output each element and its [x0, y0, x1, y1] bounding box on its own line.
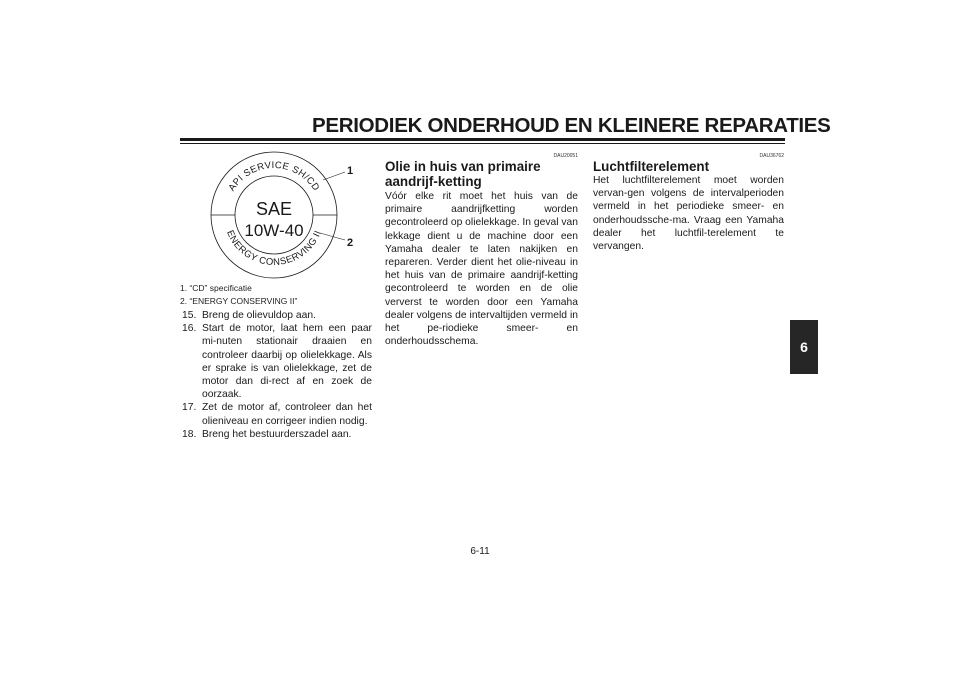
procedure-step	[182, 401, 372, 427]
callout-leader-1	[323, 172, 345, 180]
symbol-center-viscosity: 10W-40	[244, 221, 304, 240]
step-text: Breng de olievuldop aan.	[202, 310, 316, 321]
callout-number-2: 2	[347, 237, 354, 249]
figure-caption-1: 1. “CD” specificatie	[180, 283, 252, 293]
step-number: 15.	[182, 310, 197, 321]
step-number: 17.	[182, 402, 197, 414]
procedure-step	[182, 309, 372, 322]
figure-caption-2: 2. “ENERGY CONSERVING II”	[180, 296, 298, 306]
chapter-tab-label: 6	[800, 339, 808, 355]
header-rule-thin	[180, 143, 785, 144]
symbol-arc-bottom-text: ENERGY CONSERVING II	[224, 228, 324, 269]
procedure-steps	[182, 309, 372, 441]
section-code-chain: DAU20051	[553, 153, 578, 159]
symbol-center-sae: SAE	[255, 199, 293, 219]
section-heading-filter: Luchtfilterelement	[593, 159, 710, 174]
step-text: Breng het bestuurderszadel aan.	[202, 428, 352, 440]
section-body-chain: Vóór elke rit moet het huis van de primaire aandrijfketting worden gecontroleerd op olielekkage. In geval van lekkage dient u de machine door een Yamaha dealer te laten nakijken en repareren. Verder dient het olie-niveau in het huis van de primaire aandrijf-ketting gecontroleerd te worden en de olie ververst te worden door een Yamaha dealer volgens de intervaltijden vermeld in het pe-riodieke smeer- en onderhoudsschema.	[385, 191, 578, 348]
api-service-symbol-figure	[180, 150, 370, 280]
procedure-step	[182, 428, 372, 441]
step-text: Zet de motor af, controleer dan het olieniveau en corrigeer indien nodig.	[202, 402, 372, 427]
section-code-filter: DAU36762	[759, 153, 784, 159]
section-body-filter: Het luchtfilterelement moet worden vervan-gen volgens de intervalperioden vermeld in het periodieke smeer- en onderhoudssche-ma. Vraag een Yamaha dealer het luchtfil-terelement te vervangen.	[593, 175, 784, 253]
step-number: 16.	[182, 323, 197, 335]
procedure-step	[182, 322, 372, 401]
page-number: 6-11	[470, 546, 490, 557]
chapter-tab	[790, 320, 818, 374]
page-header-title: PERIODIEK ONDERHOUD EN KLEINERE REPARATIES	[312, 114, 831, 137]
step-number: 18.	[182, 428, 197, 440]
section-heading-chain: Olie in huis van primaire aandrijf-ketting	[385, 159, 541, 189]
symbol-arc-top-text: API SERVICE SH/CD	[226, 159, 322, 194]
callout-number-1: 1	[347, 165, 354, 177]
step-text: Start de motor, laat hem een paar mi-nuten stationair draaien en controleer daarbij op olielekkage. Als er sprake is van olielekkage, zet de motor dan di-rect af en zoek de oorzaak.	[202, 323, 372, 401]
header-rule-thick	[180, 138, 785, 141]
